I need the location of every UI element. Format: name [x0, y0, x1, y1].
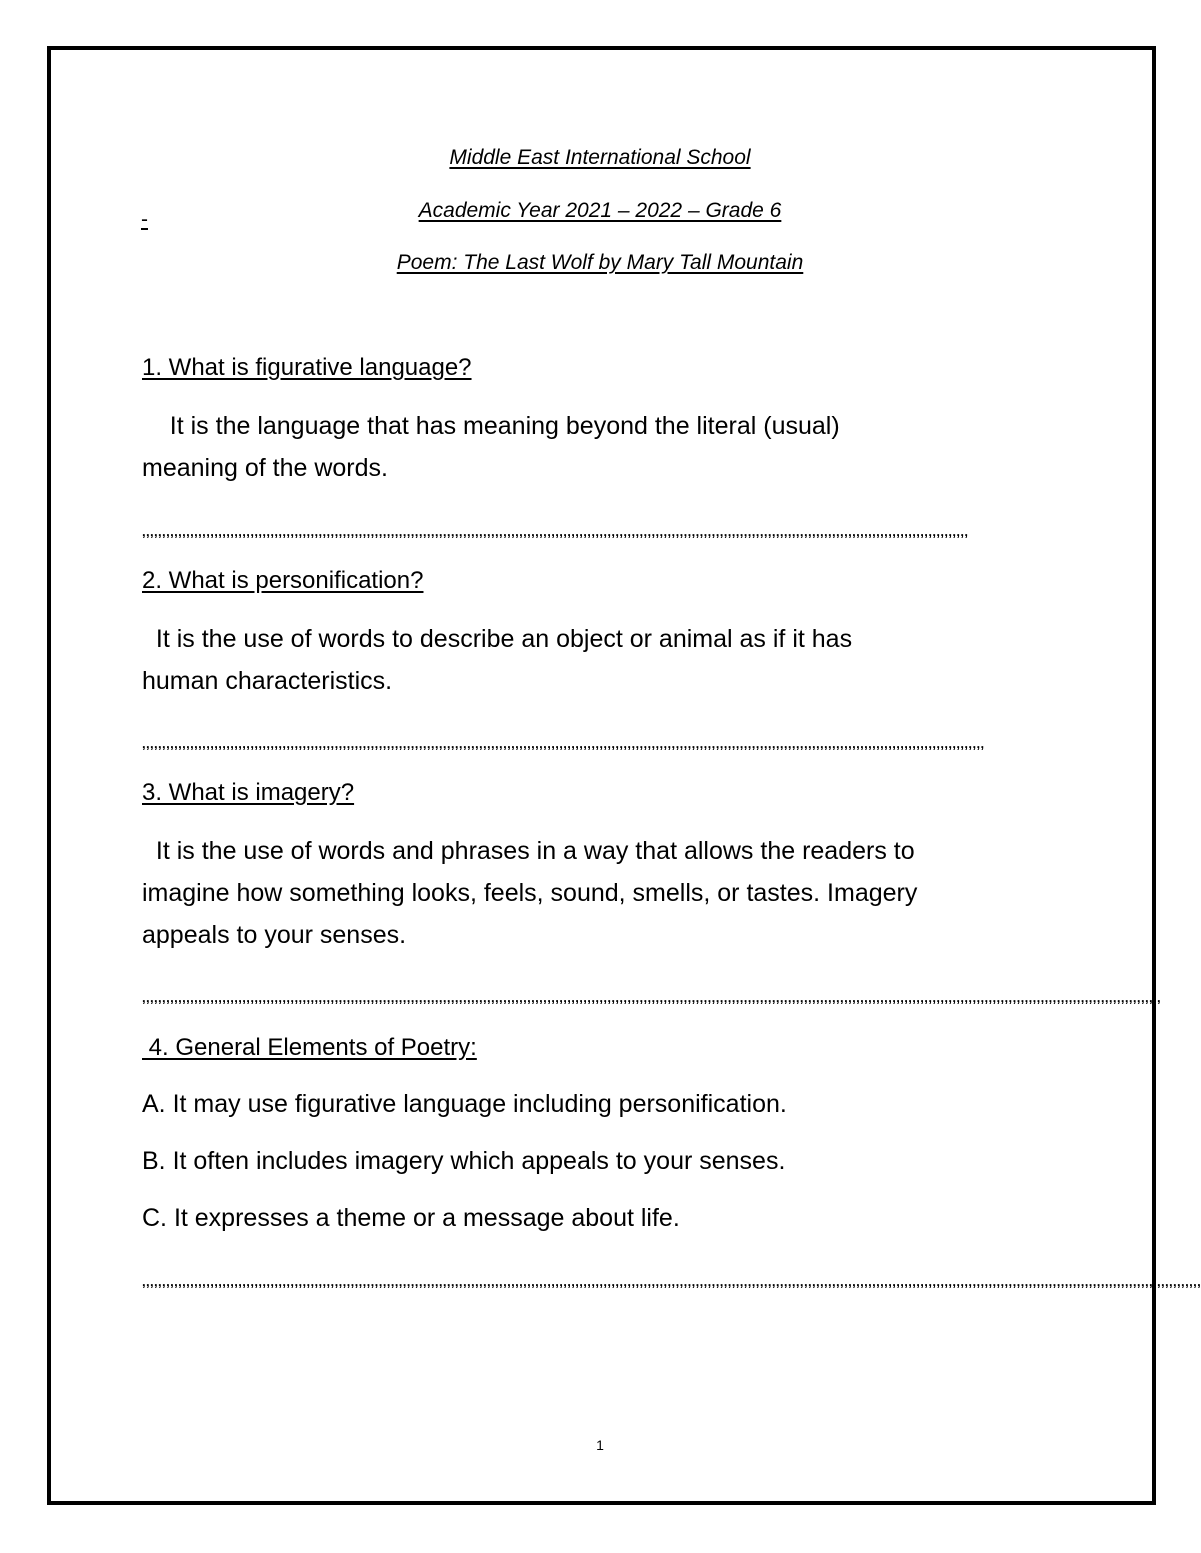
answer-3-line-2: imagine how something looks, feels, sound, smells, or tastes. Imagery	[142, 879, 918, 907]
answer-1-line-1: It is the language that has meaning beyond the literal (usual)	[142, 412, 840, 440]
question-1: 1. What is figurative language?	[142, 354, 472, 381]
school-name: Middle East International School	[449, 146, 751, 169]
stray-mark: -	[141, 208, 148, 231]
answer-3	[142, 830, 1062, 956]
answer-2-line-1: It is the use of words to describe an object or animal as if it has	[142, 625, 853, 653]
answer-1-line-2: meaning of the words.	[142, 454, 388, 482]
elements-heading: 4. General Elements of Poetry:	[142, 1034, 477, 1061]
answer-1	[142, 405, 1062, 489]
element-item-b: B. It often includes imagery which appeals to your senses.	[142, 1147, 786, 1175]
question-2: 2. What is personification?	[142, 567, 424, 594]
separator-4: ,,,,,,,,,,,,,,,,,,,,,,,,,,,,,,,,,,,,,,,,,,,,,,,,,,,,,,,,,,,,,,,,,,,,,,,,,,,,,,,,,,,,,,,,,,,,,,,,,,,,,,,,,,,,,,,,,,,,,,,,,,,,,,,,,,,,,,,,,,,,,,,,,,,,,,,,,,,,,,,,,,,,,,,,,,,,,,,,,,,,,,,,,,,,,,,,,,,,,,,,,,,,,,,,,,,,,,,,,,,,,,,,,,,,,,,,,,,,,,,,,,,,,,,,,,,,,,,,,,,,,,,,	[142, 1274, 1201, 1289]
separator-1: ,,,,,,,,,,,,,,,,,,,,,,,,,,,,,,,,,,,,,,,,,,,,,,,,,,,,,,,,,,,,,,,,,,,,,,,,,,,,,,,,,,,,,,,,,,,,,,,,,,,,,,,,,,,,,,,,,,,,,,,,,,,,,,,,,,,,,,,,,,,,,,,,,,,,,,,,,,,,,,,,,,,,,,,,,,,,,,,,,,,,,,,,,,,,,,,,,,,,,,,,,,,,,,	[142, 524, 969, 539]
separator-2: ,,,,,,,,,,,,,,,,,,,,,,,,,,,,,,,,,,,,,,,,,,,,,,,,,,,,,,,,,,,,,,,,,,,,,,,,,,,,,,,,,,,,,,,,,,,,,,,,,,,,,,,,,,,,,,,,,,,,,,,,,,,,,,,,,,,,,,,,,,,,,,,,,,,,,,,,,,,,,,,,,,,,,,,,,,,,,,,,,,,,,,,,,,,,,,,,,,,,,,,,,,,,,,,,,,	[142, 736, 985, 751]
answer-2	[142, 618, 1062, 702]
poem-title: Poem: The Last Wolf by Mary Tall Mountain	[396, 251, 804, 274]
page-number: 1	[596, 1437, 604, 1453]
answer-2-line-2: human characteristics.	[142, 667, 393, 695]
element-item-a: A. It may use figurative language including personification.	[142, 1090, 787, 1118]
academic-year: Academic Year 2021 – 2022 – Grade 6	[418, 199, 782, 222]
answer-3-line-3: appeals to your senses.	[142, 921, 407, 949]
separator-3: ,,,,,,,,,,,,,,,,,,,,,,,,,,,,,,,,,,,,,,,,,,,,,,,,,,,,,,,,,,,,,,,,,,,,,,,,,,,,,,,,,,,,,,,,,,,,,,,,,,,,,,,,,,,,,,,,,,,,,,,,,,,,,,,,,,,,,,,,,,,,,,,,,,,,,,,,,,,,,,,,,,,,,,,,,,,,,,,,,,,,,,,,,,,,,,,,,,,,,,,,,,,,,,,,,,,,,,,,,,,,,,,,,,,,,,,,,,,,,,,,,,,,,,,,,,,,,,	[142, 990, 1161, 1005]
element-item-c: C. It expresses a theme or a message about life.	[142, 1204, 680, 1232]
question-3: 3. What is imagery?	[142, 779, 355, 806]
answer-3-line-1: It is the use of words and phrases in a way that allows the readers to	[142, 837, 915, 865]
